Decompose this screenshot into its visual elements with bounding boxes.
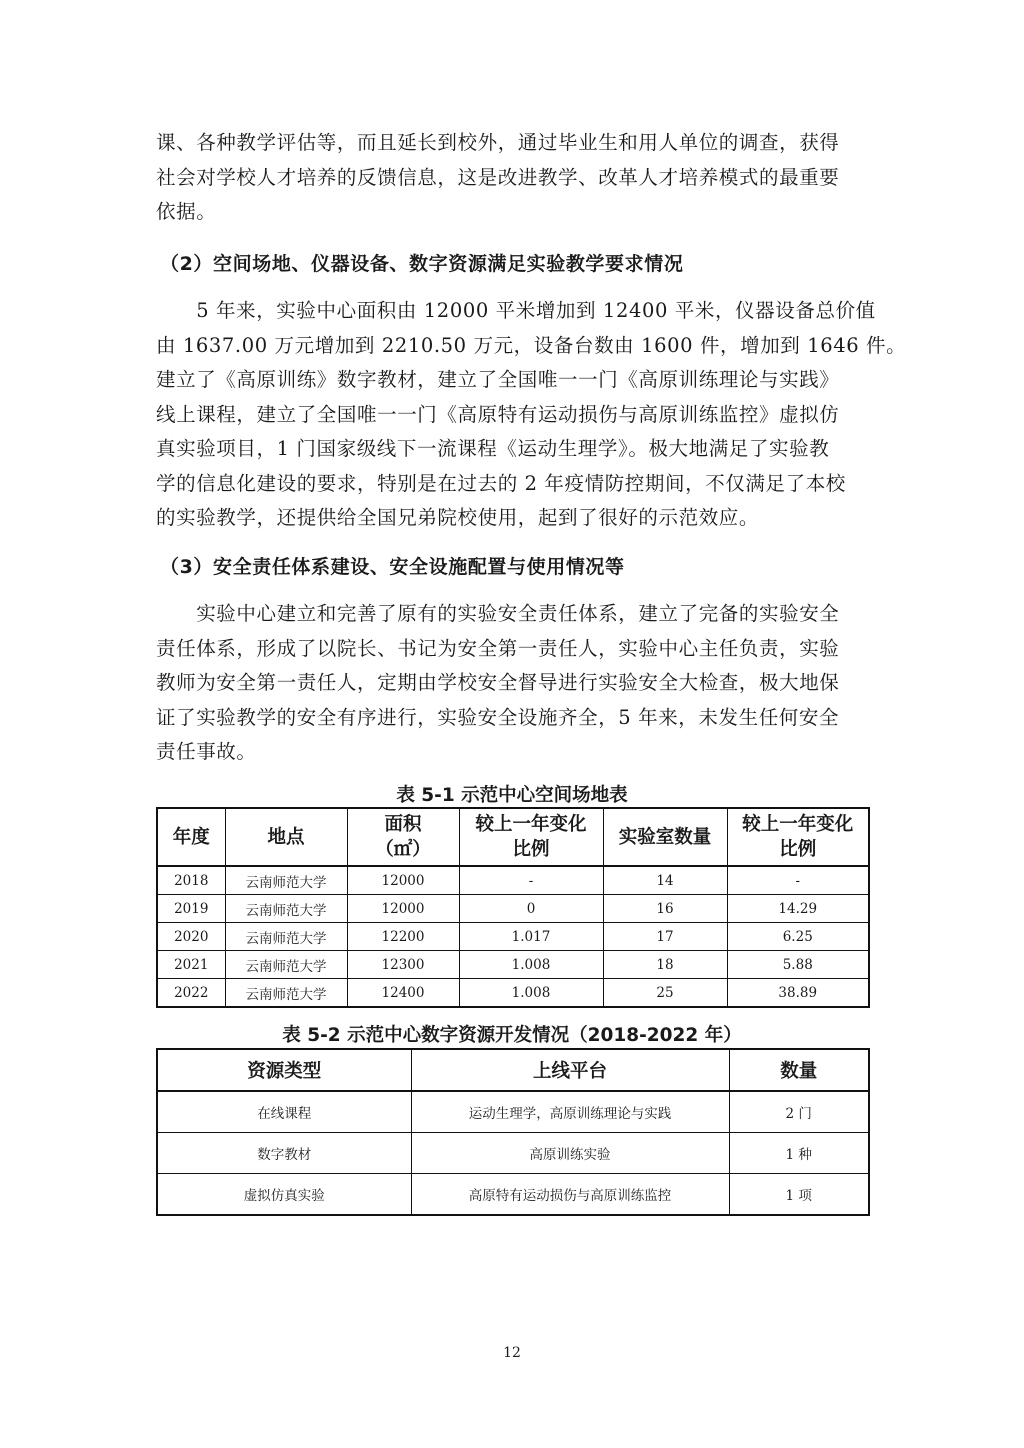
table-row xyxy=(157,895,869,923)
cell-change1: 0 xyxy=(459,895,603,923)
intro-paragraph xyxy=(156,126,868,230)
text-line: 线上课程，建立了全国唯一一门《高原特有运动损伤与高原训练监控》虚拟仿 xyxy=(156,402,840,426)
cell-location: 云南师范大学 xyxy=(225,979,347,1008)
cell-platform: 运动生理学，高原训练理论与实践 xyxy=(411,1091,729,1133)
text-line: 的实验教学，还提供给全国兄弟院校使用，起到了很好的示范效应。 xyxy=(156,506,760,529)
table-header-row xyxy=(157,1049,869,1091)
header-area-line1: 面积 xyxy=(384,814,422,835)
header-change2 xyxy=(727,808,869,866)
cell-count: 1 项 xyxy=(729,1174,869,1216)
header-location: 地点 xyxy=(225,808,347,866)
header-platform: 上线平台 xyxy=(411,1049,729,1091)
text-line: 5 年来，实验中心面积由 12000 平米增加到 12400 平米，仪器设备总价值 xyxy=(156,299,876,322)
cell-change2: 6.25 xyxy=(727,923,869,951)
table1-caption: 表 5-1 示范中心空间场地表 xyxy=(396,785,628,806)
page-number: 12 xyxy=(503,1345,521,1361)
header-area xyxy=(347,808,459,866)
cell-location: 云南师范大学 xyxy=(225,866,347,895)
cell-platform: 高原特有运动损伤与高原训练监控 xyxy=(411,1174,729,1216)
header-resource-type: 资源类型 xyxy=(157,1049,411,1091)
cell-location: 云南师范大学 xyxy=(225,895,347,923)
cell-area: 12000 xyxy=(347,895,459,923)
table-header-row xyxy=(157,808,869,866)
cell-change1: 1.008 xyxy=(459,979,603,1008)
cell-platform: 高原训练实验 xyxy=(411,1133,729,1174)
header-count: 数量 xyxy=(729,1049,869,1091)
text-line: 证了实验教学的安全有序进行，实验安全设施齐全，5 年来，未发生任何安全 xyxy=(156,705,840,729)
text-line: 责任体系，形成了以院长、书记为安全第一责任人，实验中心主任负责，实验 xyxy=(156,636,840,660)
table-row xyxy=(157,1133,869,1174)
cell-change1: 1.017 xyxy=(459,923,603,951)
header-change1 xyxy=(459,808,603,866)
cell-count: 1 种 xyxy=(729,1133,869,1174)
header-year: 年度 xyxy=(157,808,225,866)
table2-caption: 表 5-2 示范中心数字资源开发情况（2018-2022 年） xyxy=(282,1025,742,1046)
cell-area: 12400 xyxy=(347,979,459,1008)
text-line: 建立了《高原训练》数字教材，建立了全国唯一一门《高原训练理论与实践》 xyxy=(156,368,840,391)
cell-resource-type: 在线课程 xyxy=(157,1091,411,1133)
cell-change2: 14.29 xyxy=(727,895,869,923)
cell-change1: 1.008 xyxy=(459,951,603,979)
table-row xyxy=(157,1174,869,1216)
table-row xyxy=(157,866,869,895)
text-line: 社会对学校人才培养的反馈信息，这是改进教学、改革人才培养模式的最重要 xyxy=(156,165,840,189)
header-change1-line2: 比例 xyxy=(512,839,550,860)
cell-labs: 17 xyxy=(603,923,727,951)
table-row xyxy=(157,979,869,1008)
text-line: 责任事故。 xyxy=(156,740,257,763)
cell-year: 2018 xyxy=(157,866,225,895)
text-line: 由 1637.00 万元增加到 2210.50 万元，设备台数由 1600 件，增加到 1646 件。 xyxy=(156,333,907,357)
text-line: 课、各种教学评估等，而且延长到校外，通过毕业生和用人单位的调查，获得 xyxy=(156,131,840,154)
text-line: 实验中心建立和完善了原有的实验安全责任体系，建立了完备的实验安全 xyxy=(156,602,840,625)
cell-change2: 5.88 xyxy=(727,951,869,979)
cell-count: 2 门 xyxy=(729,1091,869,1133)
digital-resources-table xyxy=(156,1048,870,1216)
text-line: 教师为安全第一责任人，定期由学校安全督导进行实验安全大检查，极大地保 xyxy=(156,671,840,694)
text-line: 学的信息化建设的要求，特别是在过去的 2 年疫情防控期间，不仅满足了本校 xyxy=(156,471,846,495)
safety-paragraph xyxy=(156,597,868,770)
cell-area: 12000 xyxy=(347,866,459,895)
cell-labs: 25 xyxy=(603,979,727,1008)
cell-change1: - xyxy=(459,866,603,895)
header-change2-line2: 比例 xyxy=(779,839,817,860)
header-change1-line1: 较上一年变化 xyxy=(475,814,587,835)
cell-area: 12200 xyxy=(347,923,459,951)
cell-year: 2020 xyxy=(157,923,225,951)
space-equipment-paragraph xyxy=(156,294,907,536)
cell-change2: 38.89 xyxy=(727,979,869,1008)
table-row xyxy=(157,951,869,979)
header-area-line2: （㎡） xyxy=(375,839,431,860)
cell-resource-type: 虚拟仿真实验 xyxy=(157,1174,411,1216)
text-line: 依据。 xyxy=(156,200,217,223)
cell-location: 云南师范大学 xyxy=(225,951,347,979)
cell-resource-type: 数字教材 xyxy=(157,1133,411,1174)
cell-year: 2019 xyxy=(157,895,225,923)
table-row xyxy=(157,1091,869,1133)
cell-labs: 18 xyxy=(603,951,727,979)
header-change2-line1: 较上一年变化 xyxy=(742,814,854,835)
text-line: 真实验项目，1 门国家级线下一流课程《运动生理学》。极大地满足了实验教 xyxy=(156,437,830,460)
cell-labs: 14 xyxy=(603,866,727,895)
cell-change2: - xyxy=(727,866,869,895)
cell-labs: 16 xyxy=(603,895,727,923)
cell-year: 2021 xyxy=(157,951,225,979)
space-table xyxy=(156,807,870,1008)
section-heading-3: （3）安全责任体系建设、安全设施配置与使用情况等 xyxy=(160,556,625,578)
cell-year: 2022 xyxy=(157,979,225,1008)
header-labs: 实验室数量 xyxy=(603,808,727,866)
cell-location: 云南师范大学 xyxy=(225,923,347,951)
table-row xyxy=(157,923,869,951)
section-heading-2: （2）空间场地、仪器设备、数字资源满足实验教学要求情况 xyxy=(160,253,684,275)
cell-area: 12300 xyxy=(347,951,459,979)
